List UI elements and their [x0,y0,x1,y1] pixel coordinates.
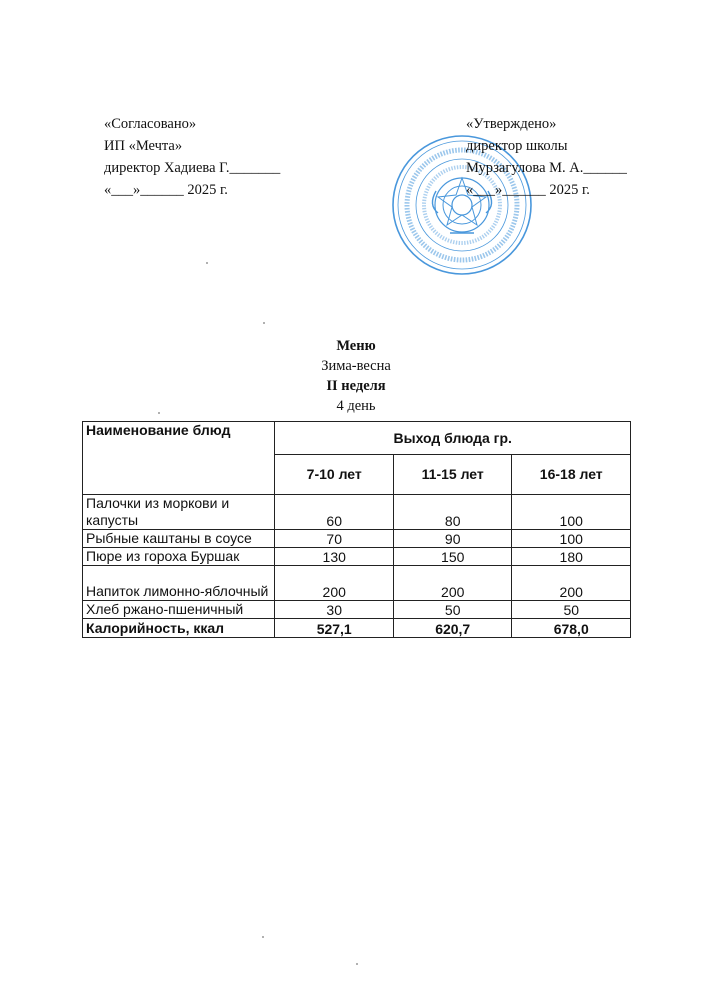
menu-season: Зима-весна [321,358,391,374]
scan-speck [206,262,208,264]
table-total-row [83,619,631,638]
approved-date: «___»______ 2025 г. [466,182,590,198]
yield-value: 130 [275,548,394,566]
yield-value: 50 [512,601,631,619]
yield-value: 150 [393,548,512,566]
agreed-title: «Согласовано» [104,116,197,132]
column-header-yield: Выход блюда гр. [275,422,631,455]
yield-value: 30 [275,601,394,619]
yield-value: 200 [512,566,631,601]
yield-value: 80 [393,495,512,530]
yield-value: 100 [512,530,631,548]
menu-day: 4 день [336,398,376,414]
yield-value: 60 [275,495,394,530]
table-row [83,548,631,566]
total-value: 620,7 [393,619,512,638]
yield-value: 200 [393,566,512,601]
column-header-dish: Наименование блюд [83,422,275,495]
agreed-date: «___»______ 2025 г. [104,182,228,198]
table-row [83,495,631,530]
yield-value: 100 [512,495,631,530]
table-header-row [83,422,631,455]
approved-title: «Утверждено» [466,116,557,132]
scan-speck [356,963,358,965]
agreed-block [104,113,280,201]
dish-name: Хлеб ржано-пшеничный [83,601,275,619]
dish-name: Палочки из моркови и капусты [83,495,275,530]
menu-heading [0,336,712,416]
table-row [83,566,631,601]
yield-value: 50 [393,601,512,619]
yield-value: 200 [275,566,394,601]
age-group-1: 7-10 лет [275,454,394,494]
age-group-2: 11-15 лет [393,454,512,494]
menu-title: Меню [336,338,376,354]
scan-speck [263,322,265,324]
table-row [83,601,631,619]
dish-name: Рыбные каштаны в соусе [83,530,275,548]
approved-block [466,113,627,201]
menu-week: II неделя [326,378,386,394]
approved-position: директор школы [466,138,568,154]
scan-speck [262,936,264,938]
yield-value: 180 [512,548,631,566]
table-row [83,530,631,548]
total-value: 527,1 [275,619,394,638]
agreed-org: ИП «Мечта» [104,138,183,154]
approved-signer: Мурзагулова М. А.______ [466,160,627,176]
agreed-signer: директор Хадиева Г._______ [104,160,281,176]
menu-table [82,421,631,638]
dish-name: Пюре из гороха Буршак [83,548,275,566]
scan-speck [158,412,160,414]
yield-value: 90 [393,530,512,548]
yield-value: 70 [275,530,394,548]
total-value: 678,0 [512,619,631,638]
total-label: Калорийность, ккал [83,619,275,638]
age-group-3: 16-18 лет [512,454,631,494]
dish-name: Напиток лимонно-яблочный [83,566,275,601]
